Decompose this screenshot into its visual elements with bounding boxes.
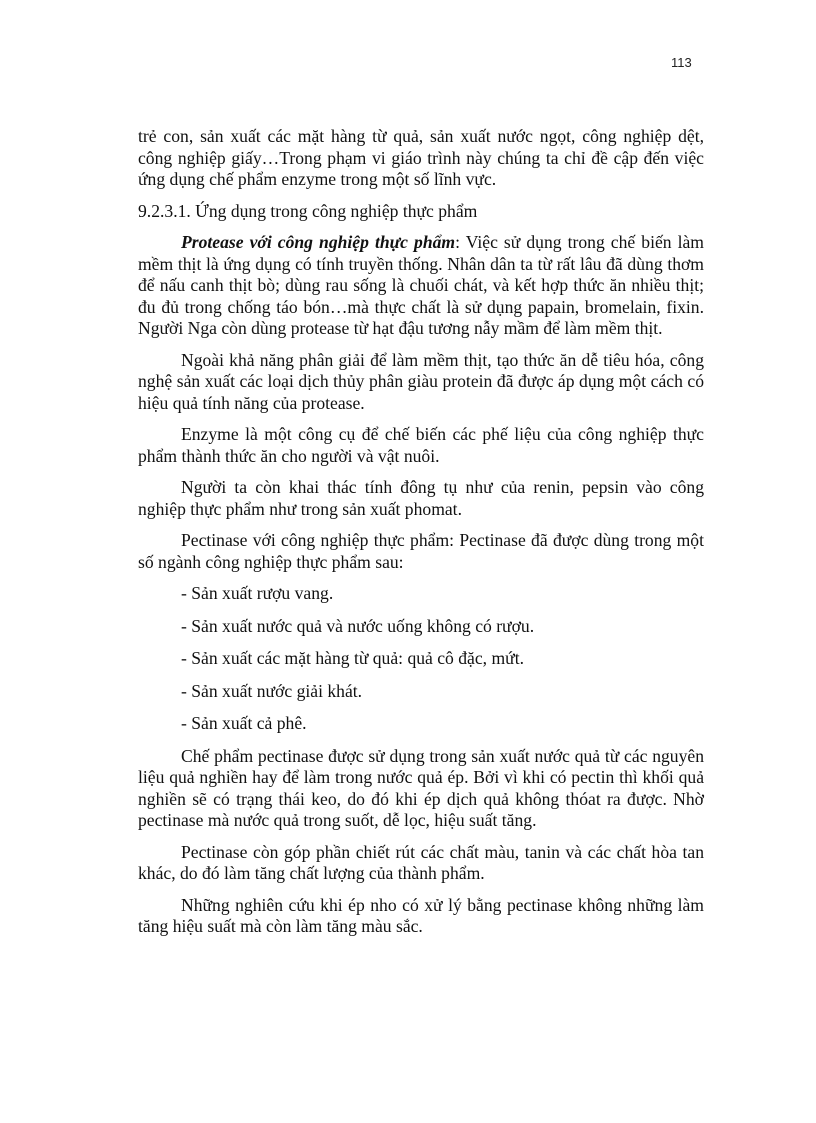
- page-body: [138, 126, 704, 948]
- paragraph-byproducts: Enzyme là một công cụ để chế biến các phế liệu của công nghiệp thực phẩm thành thức ăn cho người và vật nuôi.: [138, 424, 704, 466]
- paragraph-grape-research: Những nghiên cứu khi ép nho có xử lý bằng pectinase không những làm tăng hiệu suất mà còn làm tăng màu sắc.: [138, 894, 704, 936]
- paragraph-pectinase-juice: Chế phẩm pectinase được sử dụng trong sản xuất nước quả từ các nguyên liệu quả nghiền hay để làm trong nước quả ép. Bởi vì khi có pectin thì khối quả nghiền sẽ có trạng thái keo, do đó khi ép dịch quả không thóat ra được. Nhờ pectinase mà nước quả trong suốt, dễ lọc, hiệu suất tăng.: [138, 745, 704, 830]
- list-item: - Sản xuất nước giải khát.: [181, 680, 363, 701]
- paragraph-protease: [138, 232, 704, 340]
- protease-lead-term: Protease với công nghiệp thực phẩm: [181, 232, 456, 252]
- list-item: - Sản xuất rượu vang.: [181, 583, 334, 603]
- list-item: - Sản xuất các mặt hàng từ quả: quả cô đặc, mứt.: [181, 648, 524, 668]
- paragraph-continuation: trẻ con, sản xuất các mặt hàng từ quả, sản xuất nước ngọt, công nghiệp dệt, công nghiệp giấy…Trong phạm vi giáo trình này chúng ta chỉ đề cập đến việc ứng dụng chế phẩm enzyme trong một số lĩnh vực.: [138, 126, 704, 189]
- page-number: 113: [671, 55, 692, 70]
- list-item: - Sản xuất nước quả và nước uống không có rượu.: [181, 615, 535, 636]
- paragraph-pectinase-intro: Pectinase với công nghiệp thực phẩm: Pectinase đã được dùng trong một số ngành công nghiệp thực phẩm sau:: [138, 530, 704, 572]
- section-heading: 9.2.3.1. Ứng dụng trong công nghiệp thực phẩm: [138, 200, 478, 221]
- paragraph-coagulation: Người ta còn khai thác tính đông tụ như của renin, pepsin vào công nghiệp thực phẩm như trong sản xuất phomat.: [138, 477, 704, 519]
- paragraph-digestion: Ngoài khả năng phân giải để làm mềm thịt, tạo thức ăn dễ tiêu hóa, công nghệ sản xuất các loại dịch thủy phân giàu protein đã được áp dụng một cách có hiệu quả tính năng của protease.: [138, 349, 704, 413]
- paragraph-pectinase-color: Pectinase còn góp phần chiết rút các chất màu, tanin và các chất hòa tan khác, do đó làm tăng chất lượng của thành phẩm.: [138, 841, 704, 883]
- protease-body-text: : Việc sử dụng trong chế biến làm mềm thịt là ứng dụng có tính truyền thống. Nhân dân ta từ rất lâu đã dùng thơm để nấu canh thịt bò; dùng rau sống là chuối chát, và kết hợp thức ăn nhiều thịt; đu đủ trong chống táo bón…mà thực chất là sử dụng papain, bromelain, fixin. Người Nga còn dùng protease từ hạt đậu tương nẫy mầm để làm mềm thịt.: [138, 232, 704, 338]
- list-item: - Sản xuất cả phê.: [181, 713, 307, 733]
